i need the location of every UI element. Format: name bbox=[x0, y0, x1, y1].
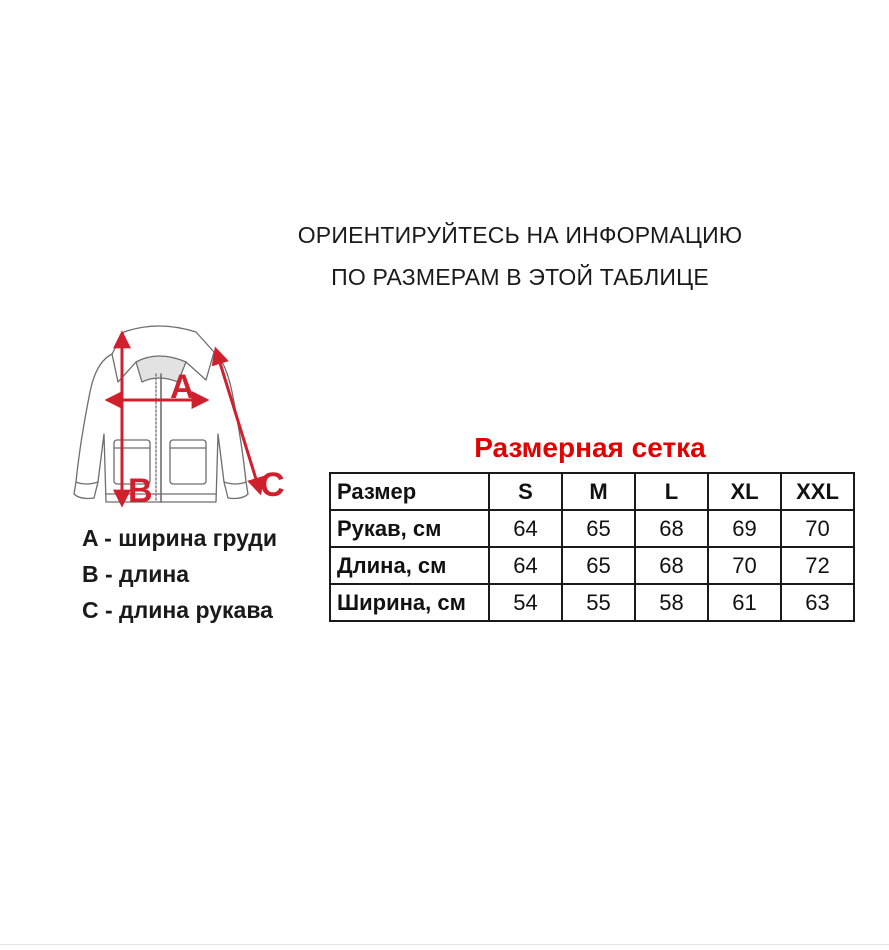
legend-item-sleeve: C - длина рукава bbox=[82, 597, 273, 623]
heading-line-2: ПО РАЗМЕРАМ В ЭТОЙ ТАБЛИЦЕ bbox=[331, 264, 709, 290]
legend-item-chest: A - ширина груди bbox=[82, 525, 278, 551]
table-cell: 54 bbox=[489, 584, 562, 621]
label-c: C bbox=[260, 466, 285, 504]
table-cell: 70 bbox=[781, 510, 854, 547]
table-cell: 70 bbox=[708, 547, 781, 584]
row-label-width: Ширина, см bbox=[330, 584, 489, 621]
table-row bbox=[330, 584, 854, 621]
table-header-row bbox=[330, 473, 854, 510]
size-chart-title: Размерная сетка bbox=[474, 432, 706, 463]
table-cell: 72 bbox=[781, 547, 854, 584]
measurement-legend bbox=[82, 520, 322, 628]
label-b: B bbox=[128, 472, 153, 510]
table-cell: 64 bbox=[489, 510, 562, 547]
header-size-l: L bbox=[635, 473, 708, 510]
size-table bbox=[329, 472, 855, 622]
header-size-xl: XL bbox=[708, 473, 781, 510]
bottom-divider bbox=[0, 944, 889, 945]
jacket-outline bbox=[74, 326, 248, 502]
table-cell: 68 bbox=[635, 510, 708, 547]
table-cell: 64 bbox=[489, 547, 562, 584]
table-cell: 61 bbox=[708, 584, 781, 621]
table-cell: 58 bbox=[635, 584, 708, 621]
row-label-sleeve: Рукав, см bbox=[330, 510, 489, 547]
table-row bbox=[330, 510, 854, 547]
table-cell: 69 bbox=[708, 510, 781, 547]
jacket-measurement-illustration bbox=[66, 322, 296, 512]
row-label-length: Длина, см bbox=[330, 547, 489, 584]
table-cell: 65 bbox=[562, 510, 635, 547]
table-cell: 68 bbox=[635, 547, 708, 584]
header-size-m: M bbox=[562, 473, 635, 510]
legend-item-length: B - длина bbox=[82, 561, 190, 587]
label-a: A bbox=[170, 368, 195, 406]
table-row bbox=[330, 547, 854, 584]
table-cell: 63 bbox=[781, 584, 854, 621]
header-size-s: S bbox=[489, 473, 562, 510]
header-label: Размер bbox=[330, 473, 489, 510]
table-cell: 65 bbox=[562, 547, 635, 584]
header-size-xxl: XXL bbox=[781, 473, 854, 510]
heading-line-1: ОРИЕНТИРУЙТЕСЬ НА ИНФОРМАЦИЮ bbox=[297, 222, 743, 248]
table-cell: 55 bbox=[562, 584, 635, 621]
